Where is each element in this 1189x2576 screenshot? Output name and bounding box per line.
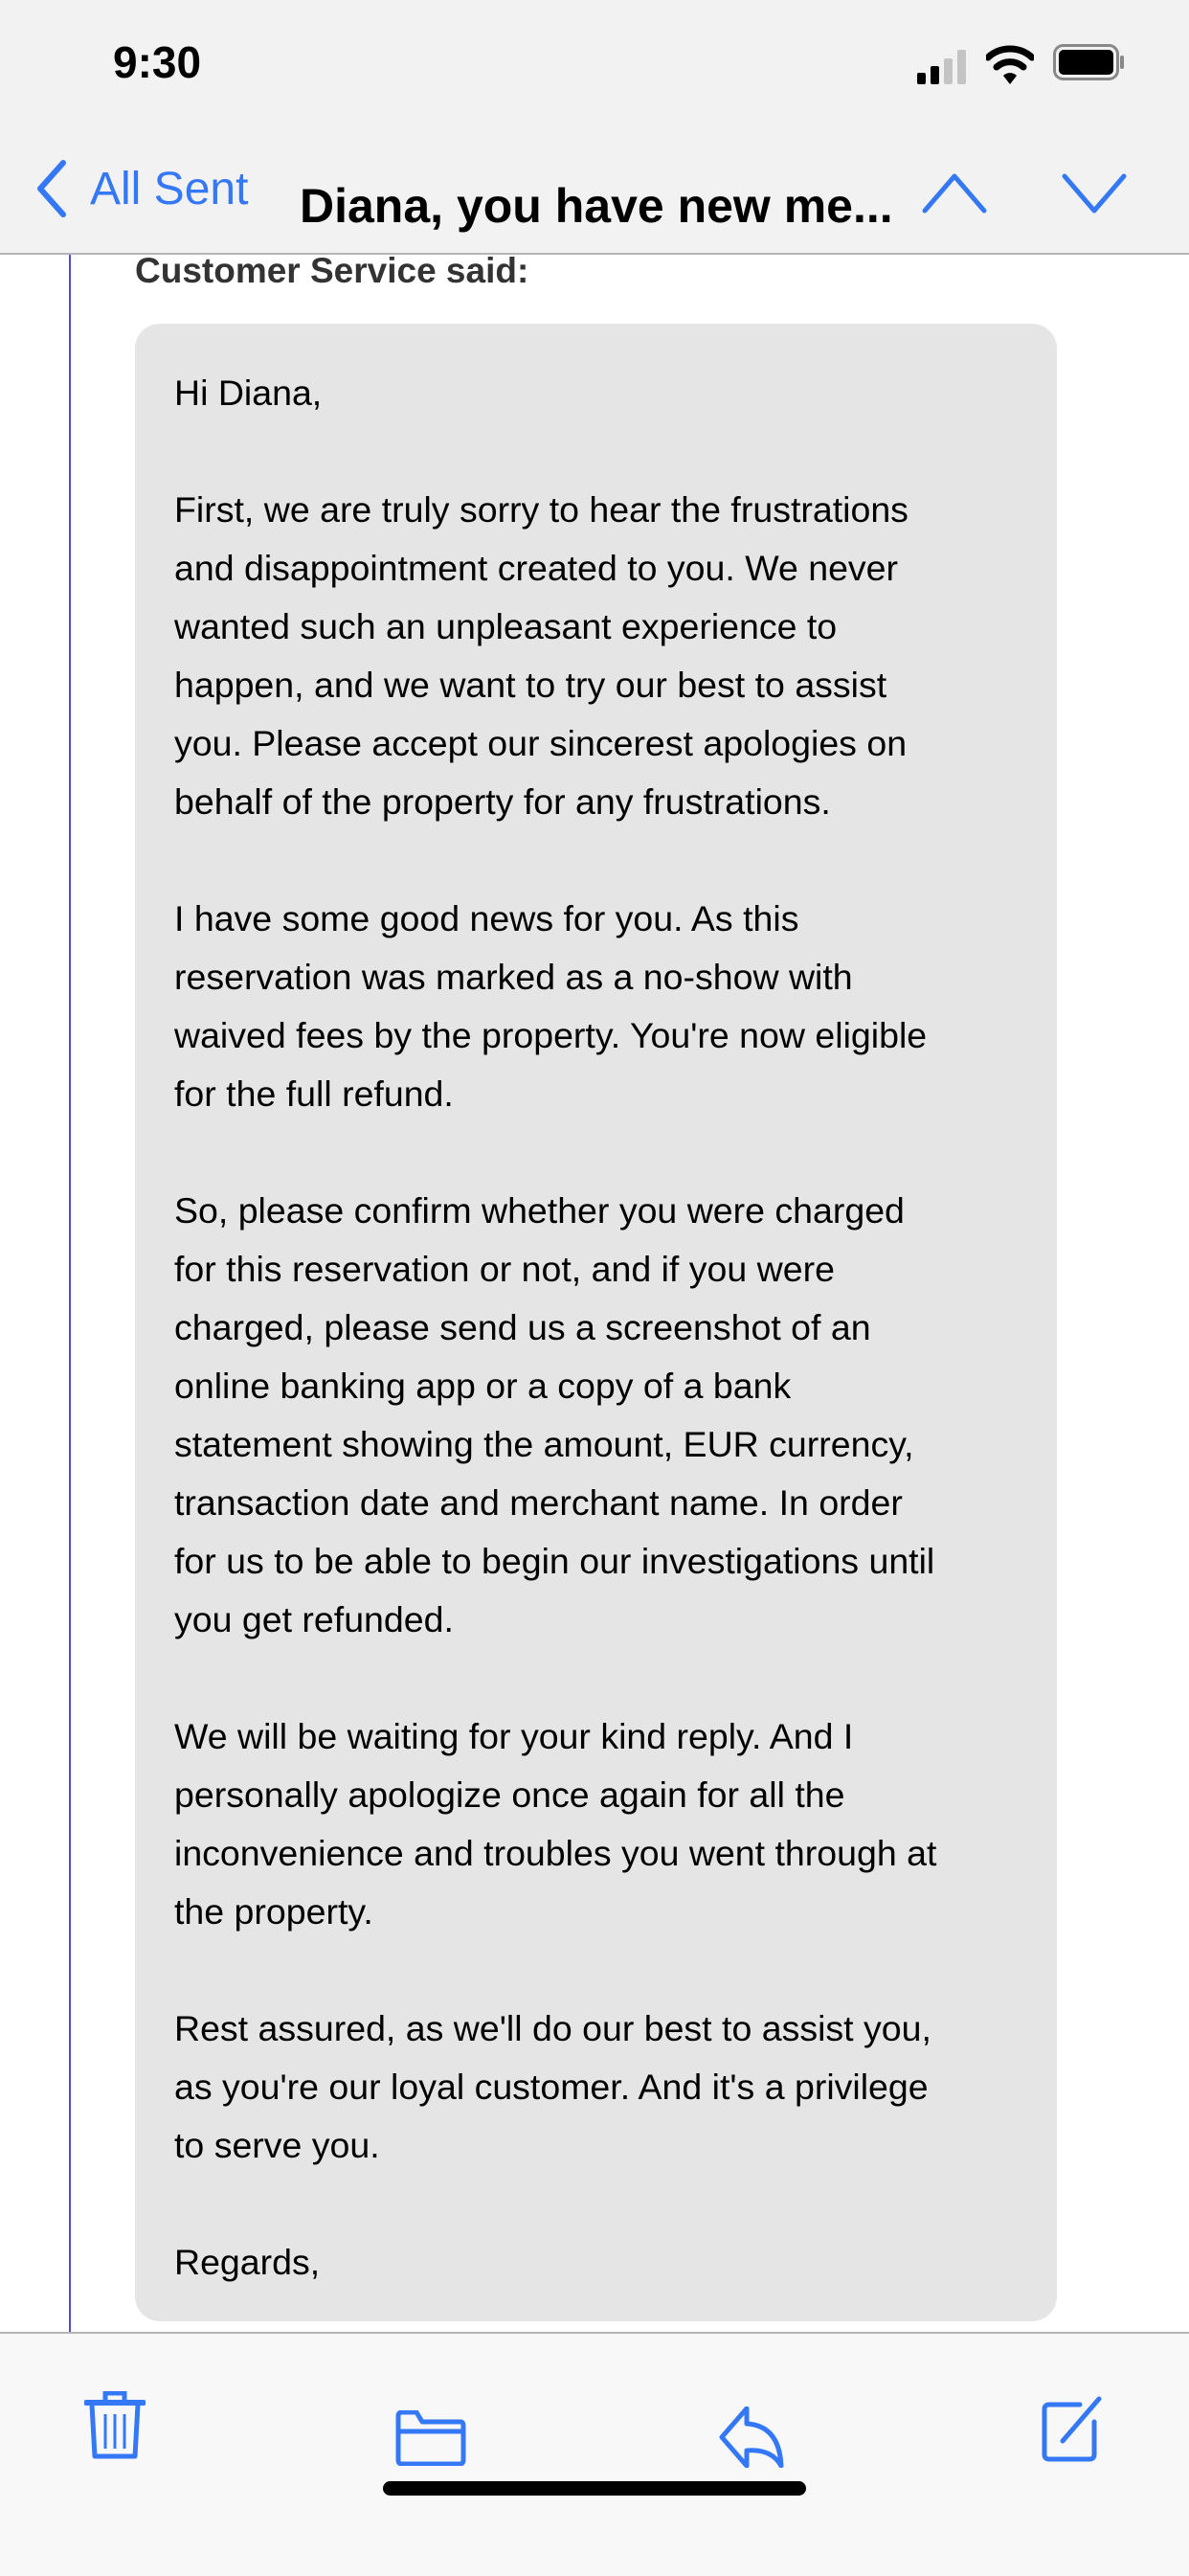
message-text-line: Regards, bbox=[174, 2242, 321, 2282]
quote-bar bbox=[69, 255, 71, 2333]
message-text-line: charged, please send us a screenshot of an bbox=[174, 1307, 871, 1347]
message-text-line: for this reservation or not, and if you were bbox=[174, 1249, 835, 1289]
message-text-line: and disappointment created to you. We never bbox=[174, 548, 899, 588]
message-text-line: reservation was marked as a no-show with bbox=[174, 957, 853, 997]
trash-icon[interactable] bbox=[84, 2391, 146, 2460]
message-text-line: First, we are truly sorry to hear the frustrations bbox=[174, 489, 909, 530]
battery-icon bbox=[1053, 44, 1126, 80]
cellular-signal-icon bbox=[917, 50, 971, 84]
message-text-line: Hi Diana, bbox=[174, 373, 323, 413]
message-text-line: you get refunded. bbox=[174, 1599, 454, 1639]
message-text-line: waived fees by the property. You're now eligible bbox=[174, 1015, 928, 1055]
home-indicator[interactable] bbox=[383, 2481, 806, 2496]
chevron-left-icon bbox=[34, 159, 67, 218]
compose-icon[interactable] bbox=[1042, 2395, 1103, 2462]
message-text-line: for us to be able to begin our investigations until bbox=[174, 1541, 935, 1581]
message-text-line: as you're our loyal customer. And it's a privilege bbox=[174, 2067, 929, 2107]
message-paragraph bbox=[174, 481, 1028, 831]
message-subject-title: Diana, you have new me... bbox=[300, 179, 893, 233]
message-text-line: I have some good news for you. As this bbox=[174, 898, 799, 938]
back-button[interactable] bbox=[34, 159, 248, 218]
message-text-line: So, please confirm whether you were charged bbox=[174, 1190, 905, 1231]
message-text-line: inconvenience and troubles you went through at bbox=[174, 1833, 937, 1873]
message-text-line: behalf of the property for any frustrations. bbox=[174, 781, 831, 822]
message-text-line: transaction date and merchant name. In order bbox=[174, 1482, 903, 1523]
message-body-bubble bbox=[135, 324, 1057, 2321]
message-paragraph bbox=[174, 2233, 1028, 2292]
previous-message-chevron-up-icon[interactable] bbox=[921, 172, 988, 215]
message-paragraph bbox=[174, 890, 1028, 1123]
message-text-line: We will be waiting for your kind reply. And I bbox=[174, 1716, 854, 1756]
bottom-toolbar bbox=[0, 2332, 1189, 2576]
folder-move-icon[interactable] bbox=[395, 2410, 466, 2466]
wifi-icon bbox=[986, 44, 1034, 84]
message-text-line: statement showing the amount, EUR currency, bbox=[174, 1424, 914, 1464]
message-text-line: wanted such an unpleasant experience to bbox=[174, 606, 838, 646]
navigation-bar bbox=[0, 153, 1189, 255]
message-paragraph bbox=[174, 2000, 1028, 2175]
quote-header: Customer Service said: bbox=[135, 251, 529, 290]
message-text-line: for the full refund. bbox=[174, 1073, 454, 1114]
status-time: 9:30 bbox=[113, 37, 202, 87]
reply-icon[interactable] bbox=[718, 2407, 785, 2468]
message-text-line: to serve you. bbox=[174, 2125, 380, 2165]
message-text-line: happen, and we want to try our best to assist bbox=[174, 665, 887, 705]
back-label: All Sent bbox=[90, 163, 249, 215]
message-text-line: you. Please accept our sincerest apologies on bbox=[174, 723, 908, 763]
message-text-line: the property. bbox=[174, 1891, 373, 1932]
message-paragraph bbox=[174, 1182, 1028, 1649]
message-text-line: Rest assured, as we'll do our best to assist you, bbox=[174, 2008, 931, 2048]
status-bar bbox=[0, 0, 1189, 153]
message-paragraph bbox=[174, 1707, 1028, 1941]
message-text-line: online banking app or a copy of a bank bbox=[174, 1366, 792, 1406]
next-message-chevron-down-icon[interactable] bbox=[1061, 172, 1128, 215]
message-text-line: personally apologize once again for all the bbox=[174, 1774, 845, 1815]
message-paragraph bbox=[174, 364, 1028, 422]
